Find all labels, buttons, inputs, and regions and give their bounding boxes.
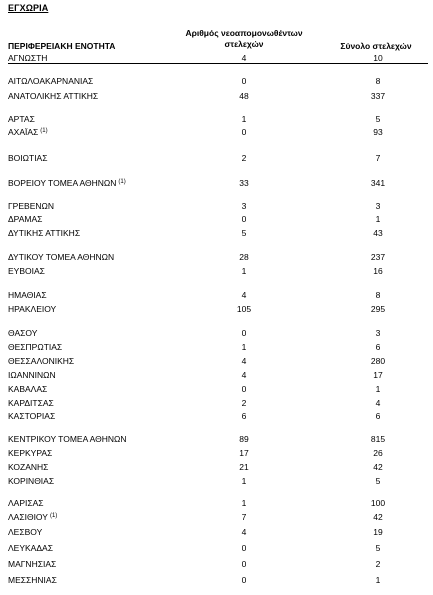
region-name-text: ΒΟΡΕΙΟΥ ΤΟΜΕΑ ΑΘΗΝΩΝ [8, 178, 117, 188]
header-region: ΠΕΡΙΦΕΡΕΙΑΚΗ ΕΝΟΤΗΤΑ [8, 41, 116, 51]
region-name-text: ΑΓΝΩΣΤΗ [8, 53, 48, 63]
table-row [0, 114, 433, 125]
table-row [0, 178, 433, 189]
table-row [0, 76, 433, 87]
region-name-text: ΛΑΣΙΘΙΟΥ [8, 512, 48, 522]
region-name [8, 328, 37, 339]
region-name [8, 91, 98, 102]
region-name-text: ΔΥΤΙΚΟΥ ΤΟΜΕΑ ΑΘΗΝΩΝ [8, 252, 115, 262]
new-isolates-value: 7 [241, 512, 247, 522]
region-name-text: ΚΑΡΔΙΤΣΑΣ [8, 398, 54, 408]
footnote-marker: (1) [49, 513, 58, 519]
new-isolates-value: 1 [241, 498, 247, 508]
region-name [8, 290, 47, 301]
table-row [0, 543, 433, 554]
region-name-text: ΑΡΤΑΣ [8, 114, 35, 124]
table-row [0, 398, 433, 409]
total-isolates-value: 1 [375, 214, 381, 224]
region-name [8, 370, 56, 381]
total-isolates-value: 337 [370, 91, 386, 101]
new-isolates-value: 4 [241, 527, 247, 537]
table-row [0, 304, 433, 315]
table-row [0, 91, 433, 102]
region-name [8, 356, 74, 367]
region-name [8, 228, 80, 239]
total-isolates-value: 26 [373, 448, 383, 458]
table-row [0, 266, 433, 277]
total-isolates-value: 6 [375, 411, 381, 421]
region-name [8, 76, 93, 87]
header-new-isolates-line2: στελεχών [224, 39, 264, 49]
region-name-text: ΘΕΣΣΑΛΟΝΙΚΗΣ [8, 356, 75, 366]
table-row [0, 559, 433, 570]
region-name [8, 476, 54, 487]
total-isolates-value: 4 [375, 398, 381, 408]
new-isolates-value: 0 [241, 384, 247, 394]
total-isolates-value: 295 [370, 304, 386, 314]
table-row [0, 527, 433, 538]
region-name [8, 512, 57, 523]
region-name-text: ΗΡΑΚΛΕΙΟΥ [8, 304, 57, 314]
total-isolates-value: 8 [375, 76, 381, 86]
table-row [0, 476, 433, 487]
region-name [8, 527, 42, 538]
total-isolates-value: 1 [375, 384, 381, 394]
new-isolates-value: 1 [241, 266, 247, 276]
region-name-text: ΑΝΑΤΟΛΙΚΗΣ ΑΤΤΙΚΗΣ [8, 91, 99, 101]
new-isolates-value: 1 [241, 342, 247, 352]
region-name [8, 384, 47, 395]
new-isolates-value: 0 [241, 559, 247, 569]
new-isolates-value: 0 [241, 76, 247, 86]
total-isolates-value: 19 [373, 527, 383, 537]
new-isolates-value: 33 [239, 178, 249, 188]
table-row [0, 575, 433, 586]
region-name [8, 114, 35, 125]
region-name [8, 201, 54, 212]
region-name [8, 53, 47, 64]
region-name-text: ΕΥΒΟΙΑΣ [8, 266, 45, 276]
new-isolates-value: 89 [239, 434, 249, 444]
region-name-text: ΛΑΡΙΣΑΣ [8, 498, 44, 508]
new-isolates-value: 28 [239, 252, 249, 262]
region-name-text: ΚΑΣΤΟΡΙΑΣ [8, 411, 56, 421]
table-row [0, 53, 433, 64]
new-isolates-value: 4 [241, 370, 247, 380]
new-isolates-value: 17 [239, 448, 249, 458]
table-row [0, 411, 433, 422]
new-isolates-value: 0 [241, 214, 247, 224]
section-title: ΕΓΧΩΡΙΑ [8, 3, 49, 13]
region-name [8, 266, 45, 277]
region-name-text: ΔΥΤΙΚΗΣ ΑΤΤΙΚΗΣ [8, 228, 81, 238]
table-row [0, 356, 433, 367]
total-isolates-value: 6 [375, 342, 381, 352]
total-isolates-value: 5 [375, 543, 381, 553]
region-name [8, 411, 55, 422]
header-total-isolates: Σύνολο στελεχών [340, 41, 412, 51]
total-isolates-value: 43 [373, 228, 383, 238]
total-isolates-value: 1 [375, 575, 381, 585]
region-name [8, 214, 42, 225]
total-isolates-value: 100 [370, 498, 386, 508]
table-row [0, 328, 433, 339]
region-name-text: ΚΟΡΙΝΘΙΑΣ [8, 476, 55, 486]
region-name [8, 252, 114, 263]
region-name-text: ΚΑΒΑΛΑΣ [8, 384, 48, 394]
header-new-isolates-line1: Αριθμός νεοαπομονωθέντων [185, 28, 303, 38]
total-isolates-value: 5 [375, 476, 381, 486]
region-name [8, 434, 127, 445]
table-row [0, 462, 433, 473]
table-row [0, 512, 433, 523]
table-row [0, 342, 433, 353]
new-isolates-value: 4 [241, 53, 247, 63]
region-name-text: ΛΕΥΚΑΔΑΣ [8, 543, 53, 553]
table-row [0, 290, 433, 301]
new-isolates-value: 4 [241, 290, 247, 300]
new-isolates-value: 6 [241, 411, 247, 421]
region-name [8, 559, 56, 570]
region-name [8, 543, 53, 554]
table-row [0, 201, 433, 212]
region-name-text: ΘΕΣΠΡΩΤΙΑΣ [8, 342, 63, 352]
new-isolates-value: 5 [241, 228, 247, 238]
table-row [0, 228, 433, 239]
region-name [8, 448, 52, 459]
new-isolates-value: 1 [241, 114, 247, 124]
total-isolates-value: 5 [375, 114, 381, 124]
region-name-text: ΛΕΣΒΟΥ [8, 527, 43, 537]
region-name [8, 575, 57, 586]
total-isolates-value: 17 [373, 370, 383, 380]
region-name [8, 178, 126, 189]
region-name-text: ΗΜΑΘΙΑΣ [8, 290, 47, 300]
region-name [8, 304, 56, 315]
new-isolates-value: 1 [241, 476, 247, 486]
region-name [8, 398, 54, 409]
new-isolates-value: 105 [236, 304, 252, 314]
region-name-text: ΚΕΝΤΡΙΚΟΥ ΤΟΜΕΑ ΑΘΗΝΩΝ [8, 434, 127, 444]
new-isolates-value: 21 [239, 462, 249, 472]
table-row [0, 153, 433, 164]
region-name-text: ΘΑΣΟΥ [8, 328, 38, 338]
total-isolates-value: 237 [370, 252, 386, 262]
new-isolates-value: 2 [241, 398, 247, 408]
footnote-marker: (1) [40, 128, 48, 134]
total-isolates-value: 3 [375, 328, 381, 338]
table-row [0, 370, 433, 381]
region-name-text: ΜΑΓΝΗΣΙΑΣ [8, 559, 57, 569]
new-isolates-value: 0 [241, 328, 247, 338]
region-name [8, 462, 48, 473]
footnote-marker: (1) [118, 179, 126, 185]
total-isolates-value: 815 [370, 434, 386, 444]
new-isolates-value: 0 [241, 543, 247, 553]
total-isolates-value: 10 [373, 53, 383, 63]
new-isolates-value: 4 [241, 356, 247, 366]
new-isolates-value: 0 [241, 127, 247, 137]
total-isolates-value: 341 [370, 178, 386, 188]
region-name-text: ΑΧΑΪΑΣ [8, 127, 39, 137]
region-name [8, 127, 48, 138]
region-name-text: ΓΡΕΒΕΝΩΝ [8, 201, 54, 211]
region-name-text: ΚΕΡΚΥΡΑΣ [8, 448, 53, 458]
region-name [8, 342, 62, 353]
table-row [0, 498, 433, 509]
total-isolates-value: 8 [375, 290, 381, 300]
total-isolates-value: 16 [373, 266, 383, 276]
region-name [8, 153, 47, 164]
total-isolates-value: 42 [373, 512, 383, 522]
total-isolates-value: 93 [373, 127, 383, 137]
table-row [0, 214, 433, 225]
new-isolates-value: 2 [241, 153, 247, 163]
table-row [0, 252, 433, 263]
total-isolates-value: 3 [375, 201, 381, 211]
region-name-text: ΑΙΤΩΛΟΑΚΑΡΝΑΝΙΑΣ [8, 76, 94, 86]
table-row [0, 448, 433, 459]
total-isolates-value: 42 [373, 462, 383, 472]
new-isolates-value: 0 [241, 575, 247, 585]
region-name-text: ΚΟΖΑΝΗΣ [8, 462, 49, 472]
table-row [0, 384, 433, 395]
region-name-text: ΙΩΑΝΝΙΝΩΝ [8, 370, 56, 380]
total-isolates-value: 280 [370, 356, 386, 366]
new-isolates-value: 3 [241, 201, 247, 211]
header-new-isolates [166, 28, 322, 50]
total-isolates-value: 7 [375, 153, 381, 163]
table-row [0, 434, 433, 445]
region-name-text: ΒΟΙΩΤΙΑΣ [8, 153, 48, 163]
region-name-text: ΔΡΑΜΑΣ [8, 214, 43, 224]
table-row [0, 127, 433, 138]
region-name-text: ΜΕΣΣΗΝΙΑΣ [8, 575, 57, 585]
region-name [8, 498, 44, 509]
new-isolates-value: 48 [239, 91, 249, 101]
total-isolates-value: 2 [375, 559, 381, 569]
